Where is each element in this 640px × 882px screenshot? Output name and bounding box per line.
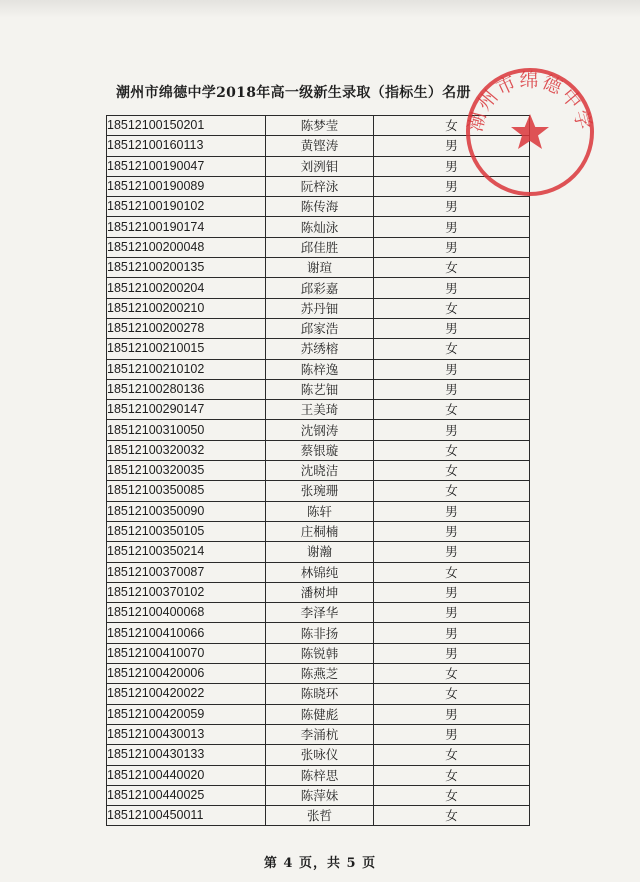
table-row [107, 237, 530, 257]
table-row [107, 562, 530, 582]
table-row [107, 359, 530, 379]
gender-cell: 男 [374, 176, 530, 196]
table-row [107, 806, 530, 826]
table-row [107, 765, 530, 785]
student-name-cell: 陈灿泳 [266, 217, 374, 237]
table-row [107, 481, 530, 501]
gender-cell: 男 [374, 197, 530, 217]
student-name-cell: 刘洌钼 [266, 156, 374, 176]
table-row [107, 724, 530, 744]
student-name-cell: 苏绣榕 [266, 339, 374, 359]
gender-cell: 男 [374, 724, 530, 744]
table-row [107, 684, 530, 704]
student-id-cell: 18512100210015 [107, 339, 266, 359]
page-number: 第 4 页，共 5 页 [263, 856, 377, 871]
student-name-cell: 谢瑄 [266, 258, 374, 278]
student-id-cell: 18512100440025 [107, 785, 266, 805]
student-id-cell: 18512100400068 [107, 603, 266, 623]
table-row [107, 704, 530, 724]
student-id-cell: 18512100290147 [107, 400, 266, 420]
student-name-cell: 邱彩嘉 [266, 278, 374, 298]
gender-cell: 女 [374, 745, 530, 765]
gender-cell: 男 [374, 704, 530, 724]
student-id-cell: 18512100430013 [107, 724, 266, 744]
student-id-cell: 18512100190089 [107, 176, 266, 196]
table-row [107, 420, 530, 440]
student-id-cell: 18512100430133 [107, 745, 266, 765]
table-row [107, 501, 530, 521]
gender-cell: 男 [374, 501, 530, 521]
student-id-cell: 18512100320032 [107, 440, 266, 460]
student-id-cell: 18512100200048 [107, 237, 266, 257]
table-row [107, 643, 530, 663]
gender-cell: 女 [374, 765, 530, 785]
student-name-cell: 黄铿涛 [266, 136, 374, 156]
student-name-cell: 庄桐楠 [266, 521, 374, 541]
gender-cell: 男 [374, 643, 530, 663]
table-row [107, 440, 530, 460]
gender-cell: 男 [374, 217, 530, 237]
student-name-cell: 陈艺钿 [266, 379, 374, 399]
roster-body [107, 116, 530, 826]
student-name-cell: 陈传海 [266, 197, 374, 217]
student-id-cell: 18512100350090 [107, 501, 266, 521]
gender-cell: 女 [374, 440, 530, 460]
page-title: 潮州市绵德中学2018年高一级新生录取（指标生）名册 [116, 85, 471, 101]
student-name-cell: 李泽华 [266, 603, 374, 623]
student-id-cell: 18512100310050 [107, 420, 266, 440]
student-id-cell: 18512100350214 [107, 542, 266, 562]
student-id-cell: 18512100210102 [107, 359, 266, 379]
student-name-cell: 苏丹钿 [266, 298, 374, 318]
gender-cell: 男 [374, 318, 530, 338]
table-row [107, 400, 530, 420]
student-id-cell: 18512100420006 [107, 664, 266, 684]
student-name-cell: 陈萍妹 [266, 785, 374, 805]
table-row [107, 318, 530, 338]
student-name-cell: 沈晓洁 [266, 461, 374, 481]
student-id-cell: 18512100200278 [107, 318, 266, 338]
student-name-cell: 王美琦 [266, 400, 374, 420]
gender-cell: 男 [374, 359, 530, 379]
gender-cell: 女 [374, 258, 530, 278]
table-row [107, 339, 530, 359]
student-name-cell: 邱家浩 [266, 318, 374, 338]
student-id-cell: 18512100410066 [107, 623, 266, 643]
scan-edge [0, 0, 640, 18]
student-id-cell: 18512100420059 [107, 704, 266, 724]
table-row [107, 785, 530, 805]
student-name-cell: 陈梓思 [266, 765, 374, 785]
gender-cell: 女 [374, 562, 530, 582]
student-name-cell: 陈梓逸 [266, 359, 374, 379]
student-id-cell: 18512100350085 [107, 481, 266, 501]
table-row [107, 217, 530, 237]
student-name-cell: 张琬珊 [266, 481, 374, 501]
student-name-cell: 张哲 [266, 806, 374, 826]
gender-cell: 男 [374, 237, 530, 257]
student-name-cell: 陈燕芝 [266, 664, 374, 684]
student-id-cell: 18512100440020 [107, 765, 266, 785]
student-id-cell: 18512100450011 [107, 806, 266, 826]
student-name-cell: 陈晓环 [266, 684, 374, 704]
gender-cell: 男 [374, 603, 530, 623]
gender-cell: 男 [374, 136, 530, 156]
table-row [107, 278, 530, 298]
table-row [107, 521, 530, 541]
student-name-cell: 陈轩 [266, 501, 374, 521]
table-row [107, 623, 530, 643]
student-name-cell: 邱佳胜 [266, 237, 374, 257]
table-row [107, 258, 530, 278]
student-id-cell: 18512100370087 [107, 562, 266, 582]
gender-cell: 女 [374, 481, 530, 501]
table-row [107, 582, 530, 602]
gender-cell: 男 [374, 420, 530, 440]
student-name-cell: 蔡银璇 [266, 440, 374, 460]
gender-cell: 男 [374, 623, 530, 643]
student-name-cell: 潘树坤 [266, 582, 374, 602]
table-row [107, 542, 530, 562]
gender-cell: 女 [374, 806, 530, 826]
student-id-cell: 18512100200135 [107, 258, 266, 278]
table-row [107, 603, 530, 623]
gender-cell: 男 [374, 521, 530, 541]
seal-star-icon [511, 114, 549, 149]
table-row [107, 745, 530, 765]
gender-cell: 女 [374, 785, 530, 805]
student-id-cell: 18512100370102 [107, 582, 266, 602]
school-seal-stamp [460, 62, 600, 202]
student-id-cell: 18512100190047 [107, 156, 266, 176]
student-name-cell: 谢瀚 [266, 542, 374, 562]
student-name-cell: 李涌杭 [266, 724, 374, 744]
gender-cell: 男 [374, 582, 530, 602]
student-id-cell: 18512100320035 [107, 461, 266, 481]
student-id-cell: 18512100350105 [107, 521, 266, 541]
student-id-cell: 18512100410070 [107, 643, 266, 663]
table-row [107, 461, 530, 481]
gender-cell: 男 [374, 542, 530, 562]
seal-text: 潮州市绵德中学 [464, 69, 596, 134]
student-name-cell: 张咏仪 [266, 745, 374, 765]
table-row [107, 379, 530, 399]
gender-cell: 女 [374, 461, 530, 481]
gender-cell: 男 [374, 156, 530, 176]
student-name-cell: 阮梓泳 [266, 176, 374, 196]
table-row [107, 298, 530, 318]
student-name-cell: 林锦纯 [266, 562, 374, 582]
student-name-cell: 沈钢涛 [266, 420, 374, 440]
student-id-cell: 18512100190102 [107, 197, 266, 217]
gender-cell: 男 [374, 278, 530, 298]
gender-cell: 女 [374, 116, 530, 136]
gender-cell: 女 [374, 298, 530, 318]
gender-cell: 女 [374, 339, 530, 359]
table-row [107, 664, 530, 684]
student-name-cell: 陈梦莹 [266, 116, 374, 136]
gender-cell: 女 [374, 684, 530, 704]
gender-cell: 女 [374, 400, 530, 420]
student-id-cell: 18512100200204 [107, 278, 266, 298]
student-name-cell: 陈非扬 [266, 623, 374, 643]
admission-roster-table [106, 115, 530, 826]
gender-cell: 女 [374, 664, 530, 684]
student-id-cell: 18512100150201 [107, 116, 266, 136]
student-id-cell: 18512100190174 [107, 217, 266, 237]
student-name-cell: 陈锐韩 [266, 643, 374, 663]
student-id-cell: 18512100280136 [107, 379, 266, 399]
student-id-cell: 18512100160113 [107, 136, 266, 156]
gender-cell: 男 [374, 379, 530, 399]
student-id-cell: 18512100200210 [107, 298, 266, 318]
student-id-cell: 18512100420022 [107, 684, 266, 704]
student-name-cell: 陈健彪 [266, 704, 374, 724]
